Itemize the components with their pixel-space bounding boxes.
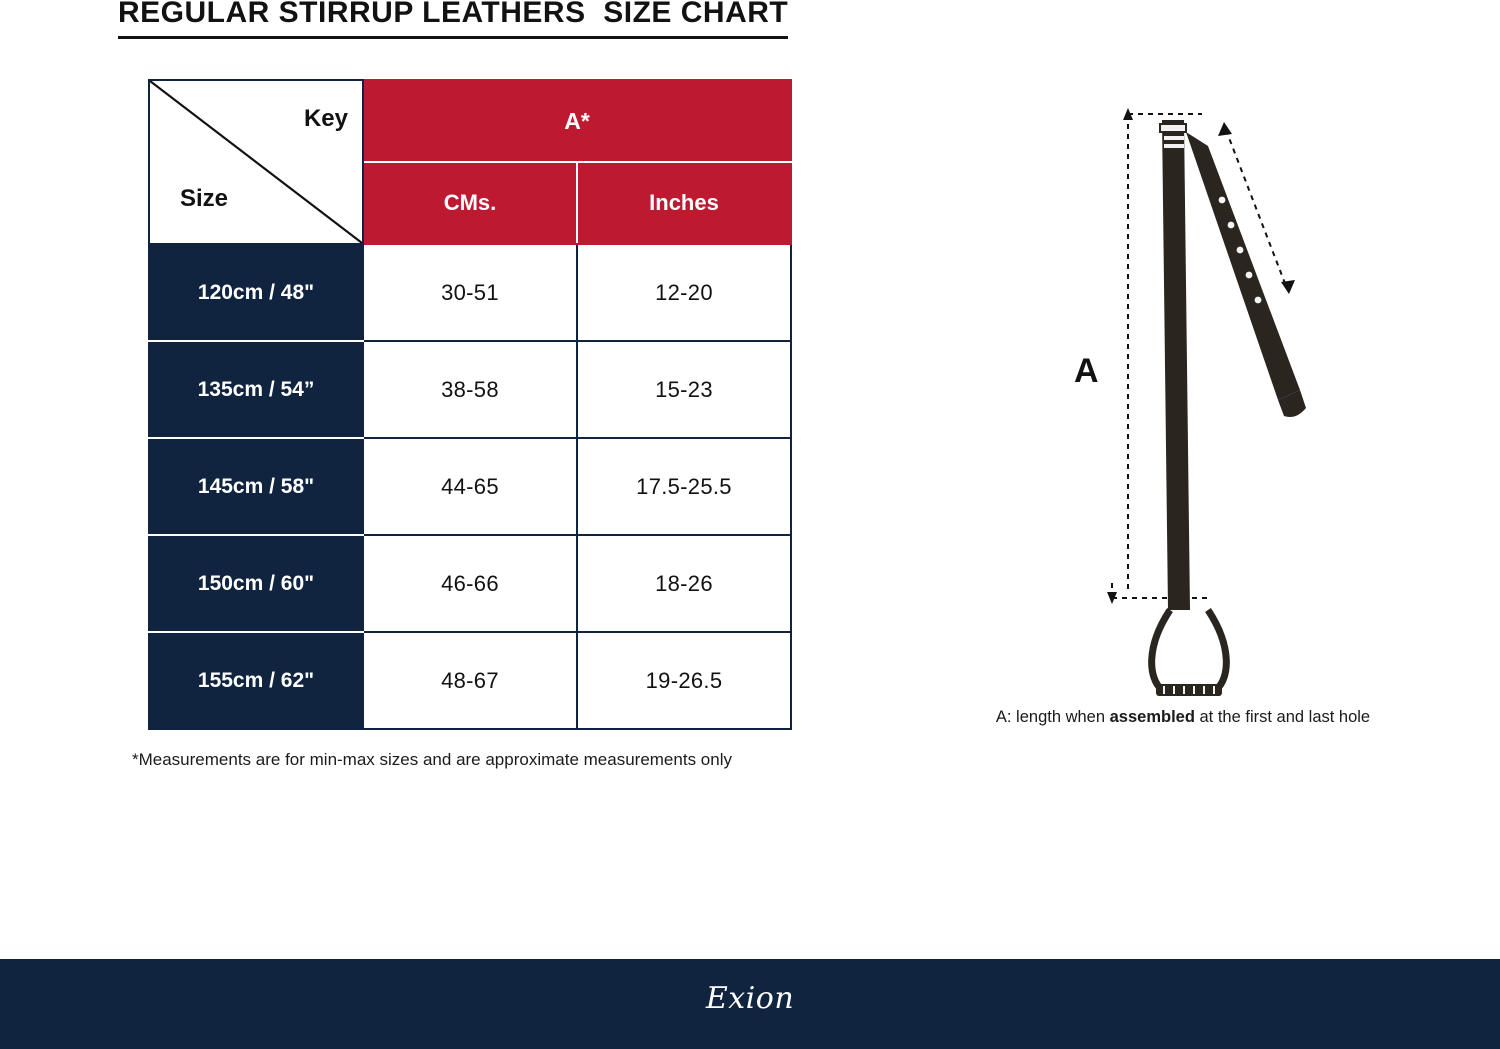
cell-size: 155cm / 62" [149,632,363,729]
page-title: REGULAR STIRRUP LEATHERS SIZE CHART [118,0,788,39]
size-chart-table [148,79,792,730]
table-header-row [149,80,791,162]
column-header-cms: CMs. [363,162,577,244]
cell-cm: 48-67 [363,632,577,729]
diagram-caption [968,708,1398,727]
cell-size: 145cm / 58" [149,438,363,535]
cell-cm: 30-51 [363,244,577,341]
caption-post: at the first and last hole [1194,708,1371,726]
table-row [149,438,791,535]
stirrup-iron [1152,610,1227,690]
cell-inch: 17.5-25.5 [577,438,791,535]
table-row [149,535,791,632]
cell-size: 120cm / 48" [149,244,363,341]
table-row [149,244,791,341]
brand-logo: Exion [705,981,795,1016]
caption-pre: A: length when [995,708,1110,726]
footer-bar [0,959,1500,1049]
dimension-label-a: A [1074,352,1099,390]
cell-cm: 38-58 [363,341,577,438]
column-group-header-a: A* [363,80,791,162]
cell-inch: 12-20 [577,244,791,341]
cell-inch: 18-26 [577,535,791,632]
key-label: Key [303,105,348,132]
cell-size: 150cm / 60" [149,535,363,632]
stirrup-leather-diagram [1050,90,1450,710]
measurement-footnote: *Measurements are for min-max sizes and are approximate measurements only [132,750,732,769]
table-row [149,341,791,438]
cell-cm: 44-65 [363,438,577,535]
cell-inch: 15-23 [577,341,791,438]
key-size-diagonal-cell [149,80,363,244]
table-row [149,632,791,729]
cell-inch: 19-26.5 [577,632,791,729]
size-label: Size [180,185,229,212]
leather-strap [1160,120,1306,610]
column-header-inches: Inches [577,162,791,244]
caption-bold: assembled [1109,708,1195,726]
cell-cm: 46-66 [363,535,577,632]
cell-size: 135cm / 54” [149,341,363,438]
